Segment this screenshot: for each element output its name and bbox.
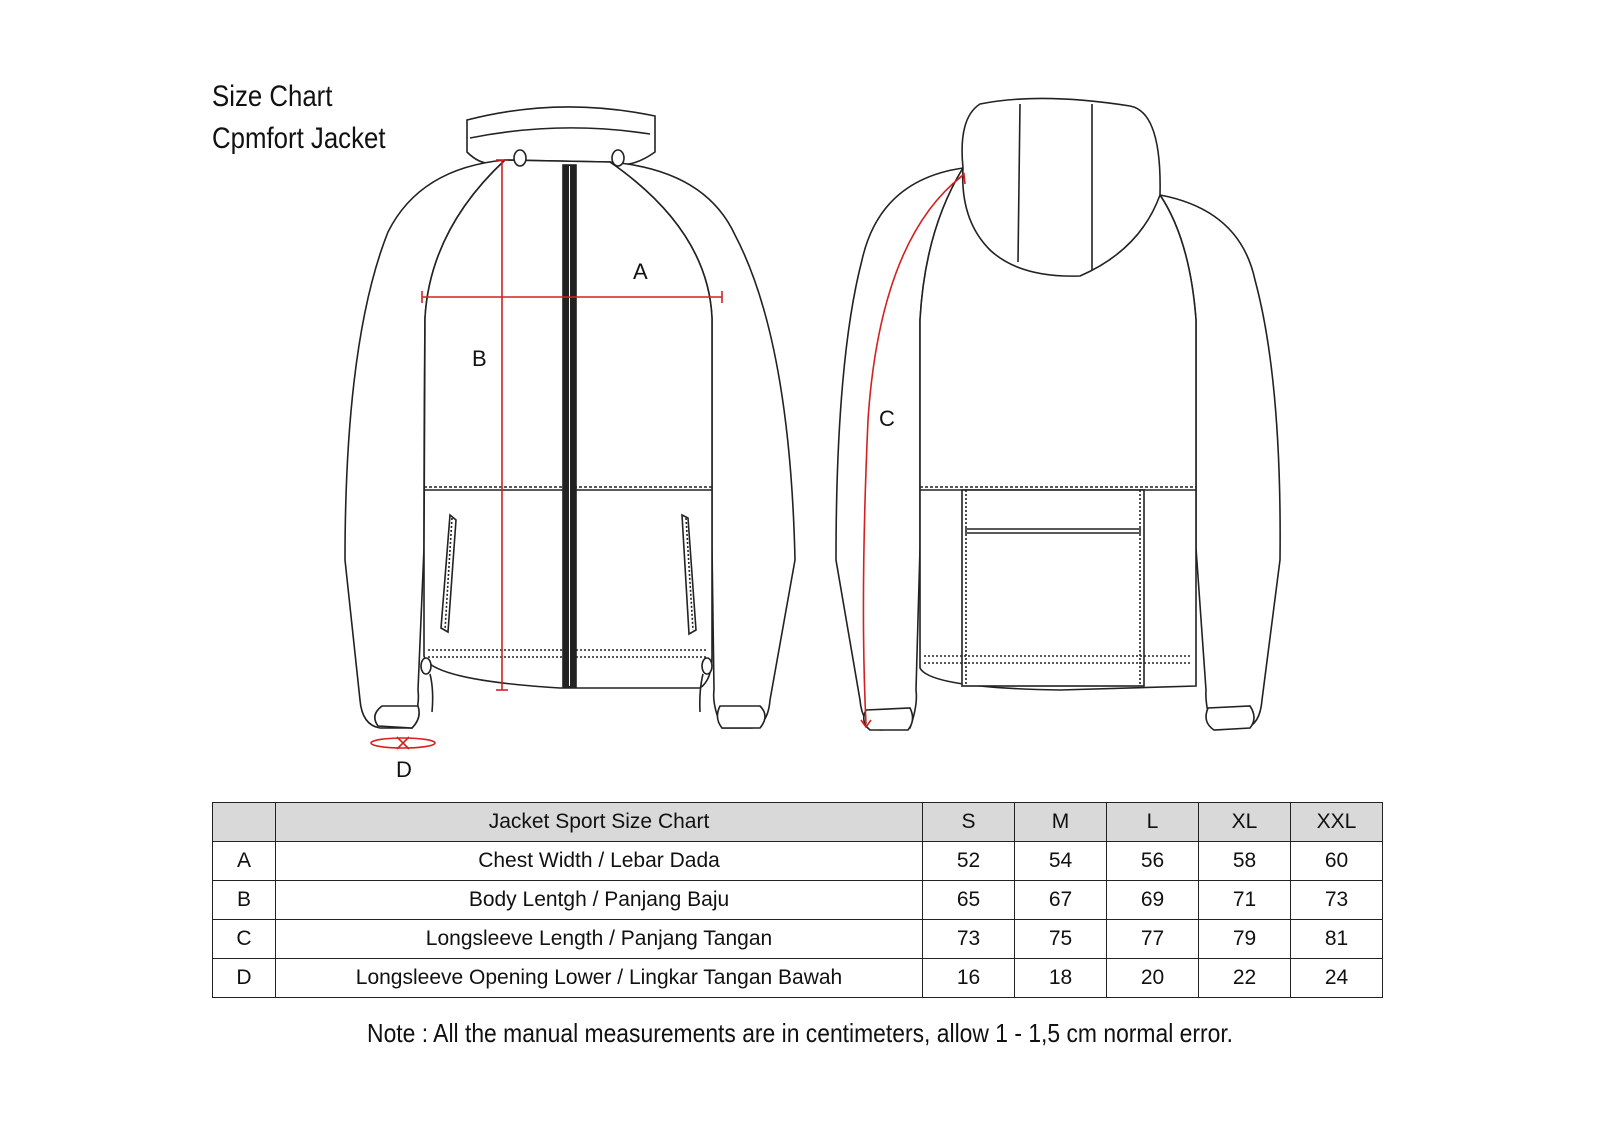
header-size-s: S (923, 803, 1015, 842)
row-value: 67 (1015, 881, 1107, 920)
jacket-back-illustration (836, 98, 1280, 730)
row-measurement-name: Chest Width / Lebar Dada (276, 842, 923, 881)
row-code: A (213, 842, 276, 881)
jacket-front-illustration (345, 107, 795, 728)
table-row (213, 842, 1383, 881)
note-text: Note : All the manual measurements are in centimeters, allow 1 - 1,5 cm normal error. (366, 1018, 1233, 1048)
row-value: 20 (1107, 959, 1199, 998)
row-value: 73 (923, 920, 1015, 959)
row-value: 52 (923, 842, 1015, 881)
title-line-1: Size Chart (212, 80, 333, 113)
table-row (213, 959, 1383, 998)
row-code: B (213, 881, 276, 920)
row-value: 79 (1199, 920, 1291, 959)
table-row (213, 881, 1383, 920)
row-value: 22 (1199, 959, 1291, 998)
measurement-note (0, 1018, 1600, 1049)
row-measurement-name: Longsleeve Opening Lower / Lingkar Tangan Bawah (276, 959, 923, 998)
header-size-xl: XL (1199, 803, 1291, 842)
row-code: C (213, 920, 276, 959)
row-value: 81 (1291, 920, 1383, 959)
label-c: C (879, 406, 895, 431)
header-size-l: L (1107, 803, 1199, 842)
row-value: 58 (1199, 842, 1291, 881)
label-a: A (633, 259, 648, 284)
row-value: 16 (923, 959, 1015, 998)
row-measurement-name: Longsleeve Length / Panjang Tangan (276, 920, 923, 959)
label-b: B (472, 346, 487, 371)
row-value: 54 (1015, 842, 1107, 881)
row-value: 65 (923, 881, 1015, 920)
header-size-m: M (1015, 803, 1107, 842)
header-blank-cell (213, 803, 276, 842)
label-d: D (396, 757, 412, 782)
row-value: 18 (1015, 959, 1107, 998)
row-value: 60 (1291, 842, 1383, 881)
title-line-2: Cpmfort Jacket (212, 122, 386, 155)
row-value: 71 (1199, 881, 1291, 920)
header-chart-name: Jacket Sport Size Chart (276, 803, 923, 842)
row-value: 69 (1107, 881, 1199, 920)
row-value: 75 (1015, 920, 1107, 959)
row-measurement-name: Body Lentgh / Panjang Baju (276, 881, 923, 920)
table-row (213, 920, 1383, 959)
table-header-row (213, 803, 1383, 842)
header-size-xxl: XXL (1291, 803, 1383, 842)
row-code: D (213, 959, 276, 998)
row-value: 77 (1107, 920, 1199, 959)
row-value: 24 (1291, 959, 1383, 998)
row-value: 73 (1291, 881, 1383, 920)
row-value: 56 (1107, 842, 1199, 881)
size-chart-table (212, 802, 1383, 998)
